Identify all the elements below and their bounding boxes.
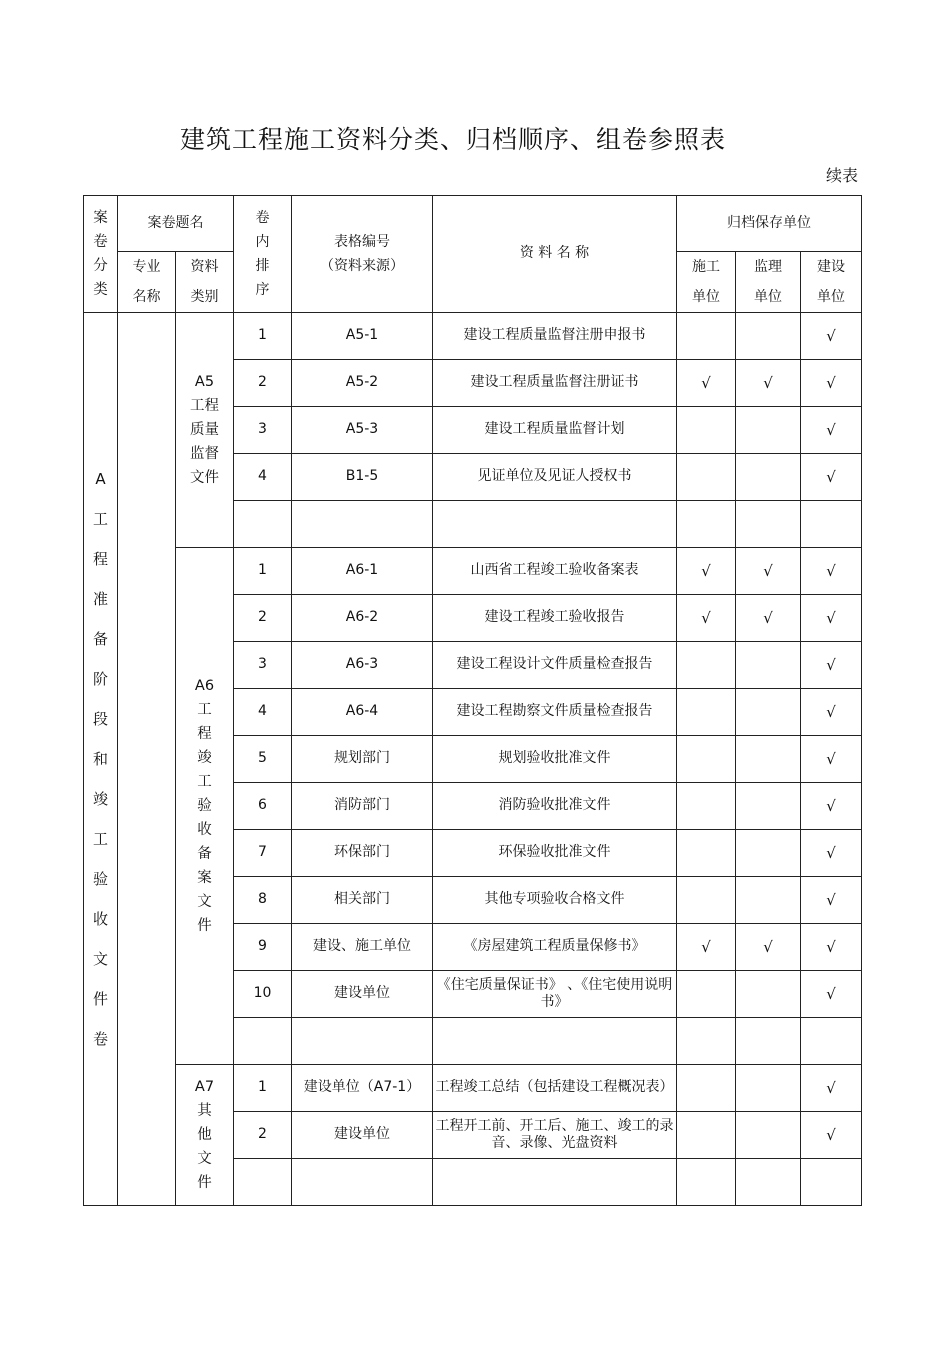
doc-name-cell: [433, 1159, 677, 1206]
archive-reference-table: [83, 195, 862, 1206]
order-cell: 4: [234, 689, 292, 736]
doc-name-cell: 其他专项验收合格文件: [433, 877, 677, 924]
order-cell: 5: [234, 736, 292, 783]
order-cell: [234, 501, 292, 548]
check-construction: [677, 407, 736, 454]
doc-name-cell: 建设工程质量监督注册申报书: [433, 313, 677, 360]
order-cell: [234, 1159, 292, 1206]
table-row: [84, 1065, 862, 1112]
order-cell: 6: [234, 783, 292, 830]
check-supervision: [736, 877, 801, 924]
check-owner: √: [801, 313, 862, 360]
check-supervision: [736, 313, 801, 360]
check-construction: √: [677, 595, 736, 642]
doc-name-cell: 建设工程质量监督注册证书: [433, 360, 677, 407]
group-label-line: 工程: [190, 398, 219, 414]
doc-name-cell: 工程开工前、开工后、施工、竣工的录音、录像、光盘资料: [433, 1112, 677, 1159]
order-cell: 3: [234, 407, 292, 454]
category-char: 准: [92, 590, 108, 608]
header-unit-owner-line2: 单位: [817, 289, 845, 305]
header-category-char: 案: [93, 210, 108, 226]
check-supervision: [736, 501, 801, 548]
header-category-char: 类: [93, 282, 108, 298]
header-category-char: 分: [93, 258, 108, 274]
group-label-line: 程: [197, 726, 212, 742]
header-doc-type: [176, 252, 234, 313]
check-owner: √: [801, 736, 862, 783]
order-cell: 2: [234, 1112, 292, 1159]
check-supervision: [736, 642, 801, 689]
form-code-cell: A5-2: [292, 360, 433, 407]
continued-label: 续表: [825, 166, 858, 185]
form-code-cell: 环保部门: [292, 830, 433, 877]
order-cell: 1: [234, 1065, 292, 1112]
doc-name-cell: 工程竣工总结（包括建设工程概况表）: [433, 1065, 677, 1112]
group-label-line: A5: [194, 374, 215, 390]
check-owner: √: [801, 830, 862, 877]
order-cell: [234, 1018, 292, 1065]
check-supervision: [736, 1018, 801, 1065]
check-owner: √: [801, 924, 862, 971]
form-code-cell: 建设单位: [292, 1112, 433, 1159]
check-construction: [677, 877, 736, 924]
group-label-line: 件: [197, 1175, 212, 1191]
category-char: 阶: [92, 670, 108, 688]
header-doc-type-line1: 资料: [190, 259, 219, 275]
order-cell: 9: [234, 924, 292, 971]
order-cell: 7: [234, 830, 292, 877]
header-specialty-line2: 名称: [132, 289, 161, 305]
form-code-cell: A6-3: [292, 642, 433, 689]
category-char: 备: [92, 630, 108, 648]
check-construction: [677, 313, 736, 360]
group-label-line: 收: [197, 822, 212, 838]
header-order-char: 排: [255, 258, 270, 274]
doc-name-cell: 建设工程勘察文件质量检查报告: [433, 689, 677, 736]
header-specialty: [118, 252, 176, 313]
category-char: 工: [92, 510, 108, 528]
group-label-line: 竣: [197, 750, 212, 766]
check-owner: √: [801, 595, 862, 642]
doc-name-cell: [433, 1018, 677, 1065]
header-unit-construction-line1: 施工: [692, 259, 720, 275]
doc-name-cell: 规划验收批准文件: [433, 736, 677, 783]
category-char: 竣: [92, 790, 108, 808]
order-cell: 8: [234, 877, 292, 924]
order-cell: 3: [234, 642, 292, 689]
header-order-char: 序: [255, 282, 270, 298]
header-order-char: 内: [255, 234, 270, 250]
check-construction: [677, 1065, 736, 1112]
category-cell: [84, 313, 118, 1206]
group-label-line: 工: [197, 702, 212, 718]
group-label-cell: [176, 313, 234, 548]
order-cell: 4: [234, 454, 292, 501]
group-label-line: A6: [194, 678, 215, 694]
check-owner: √: [801, 642, 862, 689]
header-specialty-line1: 专业: [132, 259, 161, 275]
check-owner: √: [801, 877, 862, 924]
header-unit-supervision-line1: 监理: [754, 259, 782, 275]
form-code-cell: A6-2: [292, 595, 433, 642]
form-code-cell: [292, 501, 433, 548]
check-construction: √: [677, 360, 736, 407]
group-label-line: 其: [197, 1103, 212, 1119]
header-doc-name: 资 料 名 称: [433, 196, 677, 313]
check-construction: [677, 1159, 736, 1206]
check-construction: [677, 454, 736, 501]
header-order-char: 卷: [255, 210, 270, 226]
form-code-cell: 规划部门: [292, 736, 433, 783]
form-code-cell: 建设、施工单位: [292, 924, 433, 971]
header-unit-construction: [677, 252, 736, 313]
header-category: [84, 196, 118, 313]
check-construction: [677, 501, 736, 548]
category-char: 程: [92, 550, 108, 568]
check-owner: √: [801, 548, 862, 595]
check-construction: [677, 783, 736, 830]
doc-name-cell: [433, 501, 677, 548]
header-unit-supervision: [736, 252, 801, 313]
group-label-line: 文: [197, 1151, 212, 1167]
form-code-cell: A5-3: [292, 407, 433, 454]
header-archive-units: 归档保存单位: [677, 196, 862, 252]
category-char: 工: [92, 830, 108, 848]
category-char: A: [95, 470, 106, 488]
check-construction: [677, 971, 736, 1018]
group-label-line: 备: [197, 846, 212, 862]
check-owner: √: [801, 1065, 862, 1112]
header-form-no-line1: 表格编号: [334, 234, 390, 250]
check-owner: √: [801, 407, 862, 454]
group-label-line: 质量: [190, 422, 219, 438]
header-order: [234, 196, 292, 313]
header-unit-owner-line1: 建设: [817, 259, 845, 275]
check-supervision: [736, 689, 801, 736]
header-form-no: [292, 196, 433, 313]
check-supervision: [736, 971, 801, 1018]
group-label-line: 验: [197, 798, 212, 814]
table-row: [84, 313, 862, 360]
header-unit-construction-line2: 单位: [692, 289, 720, 305]
form-code-cell: 建设单位（A7-1）: [292, 1065, 433, 1112]
header-category-char: 卷: [93, 234, 108, 250]
document-title: 建筑工程施工资料分类、归档顺序、组卷参照表: [179, 125, 726, 154]
group-label-line: 他: [197, 1127, 212, 1143]
check-construction: [677, 736, 736, 783]
group-label-line: 件: [197, 918, 212, 934]
check-supervision: [736, 1065, 801, 1112]
category-char: 件: [92, 990, 108, 1008]
check-owner: [801, 1159, 862, 1206]
form-code-cell: 建设单位: [292, 971, 433, 1018]
category-char: 卷: [92, 1030, 108, 1048]
check-owner: [801, 501, 862, 548]
check-supervision: [736, 830, 801, 877]
check-supervision: [736, 1112, 801, 1159]
order-cell: 2: [234, 360, 292, 407]
doc-name-cell: 山西省工程竣工验收备案表: [433, 548, 677, 595]
check-supervision: [736, 407, 801, 454]
check-construction: [677, 1018, 736, 1065]
category-char: 段: [92, 710, 108, 728]
form-code-cell: [292, 1018, 433, 1065]
check-supervision: [736, 736, 801, 783]
header-title-group: 案卷题名: [118, 196, 234, 252]
category-char: 文: [92, 950, 108, 968]
check-construction: √: [677, 924, 736, 971]
check-supervision: √: [736, 548, 801, 595]
group-label-line: A7: [194, 1079, 215, 1095]
check-owner: √: [801, 1112, 862, 1159]
check-construction: [677, 689, 736, 736]
header-unit-supervision-line2: 单位: [754, 289, 782, 305]
check-construction: [677, 1112, 736, 1159]
group-label-line: 案: [197, 870, 212, 886]
header-form-no-line2: （资料来源）: [320, 258, 404, 274]
check-owner: √: [801, 971, 862, 1018]
group-label-cell: [176, 1065, 234, 1206]
group-label-cell: [176, 548, 234, 1065]
group-label-line: 工: [197, 774, 212, 790]
form-code-cell: [292, 1159, 433, 1206]
check-supervision: [736, 1159, 801, 1206]
form-code-cell: B1-5: [292, 454, 433, 501]
doc-name-cell: 见证单位及见证人授权书: [433, 454, 677, 501]
doc-name-cell: 建设工程竣工验收报告: [433, 595, 677, 642]
form-code-cell: A5-1: [292, 313, 433, 360]
order-cell: 2: [234, 595, 292, 642]
check-owner: √: [801, 360, 862, 407]
doc-name-cell: 《房屋建筑工程质量保修书》: [433, 924, 677, 971]
doc-name-cell: 建设工程设计文件质量检查报告: [433, 642, 677, 689]
check-owner: √: [801, 689, 862, 736]
check-owner: √: [801, 454, 862, 501]
order-cell: 10: [234, 971, 292, 1018]
category-char: 收: [92, 910, 108, 928]
check-supervision: √: [736, 595, 801, 642]
group-label-line: 文: [197, 894, 212, 910]
header-unit-owner: [801, 252, 862, 313]
form-code-cell: 消防部门: [292, 783, 433, 830]
doc-name-cell: 《住宅质量保证书》 、《住宅使用说明书》: [433, 971, 677, 1018]
doc-name-cell: 消防验收批准文件: [433, 783, 677, 830]
check-supervision: √: [736, 924, 801, 971]
check-construction: √: [677, 548, 736, 595]
check-supervision: [736, 454, 801, 501]
check-owner: √: [801, 783, 862, 830]
group-label-line: 文件: [190, 470, 219, 486]
form-code-cell: A6-4: [292, 689, 433, 736]
specialty-cell: [118, 313, 176, 1206]
check-construction: [677, 830, 736, 877]
check-supervision: √: [736, 360, 801, 407]
category-char: 验: [92, 870, 108, 888]
check-construction: [677, 642, 736, 689]
table-row: [84, 548, 862, 595]
order-cell: 1: [234, 548, 292, 595]
category-char: 和: [92, 750, 108, 768]
form-code-cell: A6-1: [292, 548, 433, 595]
order-cell: 1: [234, 313, 292, 360]
check-supervision: [736, 783, 801, 830]
doc-name-cell: 环保验收批准文件: [433, 830, 677, 877]
form-code-cell: 相关部门: [292, 877, 433, 924]
header-doc-type-line2: 类别: [190, 289, 219, 305]
group-label-line: 监督: [190, 446, 219, 462]
doc-name-cell: 建设工程质量监督计划: [433, 407, 677, 454]
check-owner: [801, 1018, 862, 1065]
